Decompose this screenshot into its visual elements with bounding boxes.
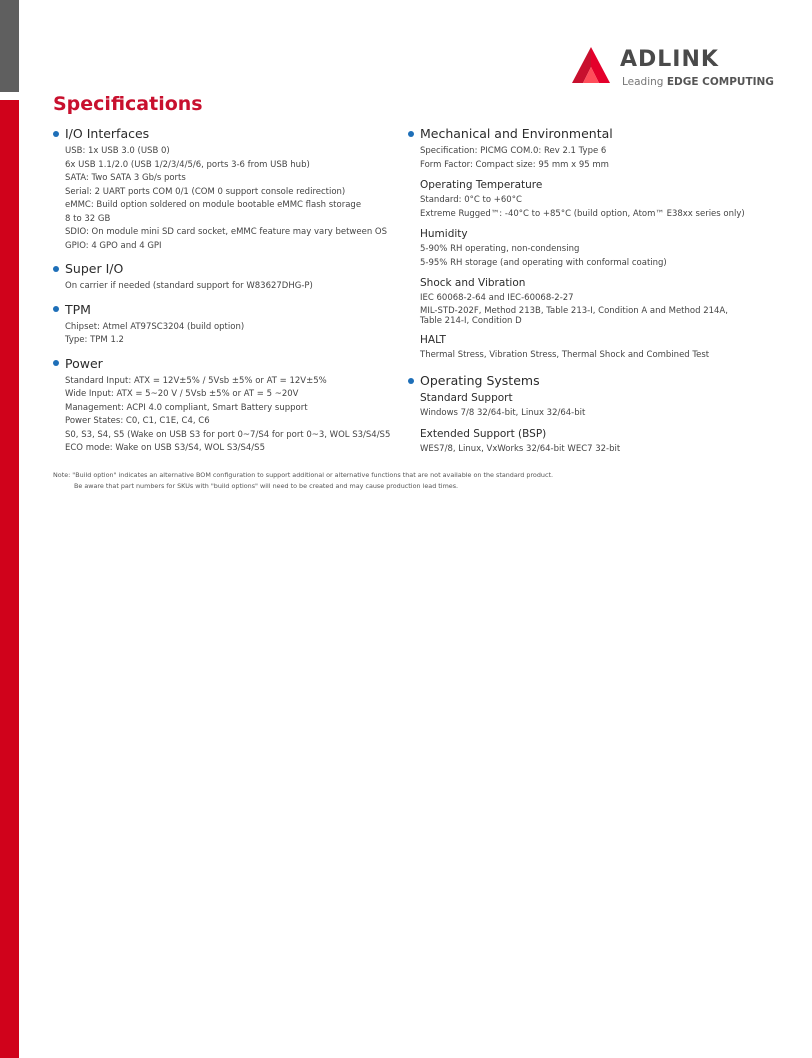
spec-line: 8 to 32 GB [65,213,111,224]
section-heading [53,125,398,142]
logo-wordmark: ADLINK [620,47,719,72]
logo-tagline [622,76,774,88]
spec-line: IEC 60068-2-64 and IEC-60068-2-27 [420,293,574,303]
spec-line: USB: 1x USB 3.0 (USB 0) [65,146,170,156]
bullet-icon [53,360,59,366]
left-column [53,123,398,456]
section-heading-text: Super I/O [65,261,124,276]
bullet-icon [53,306,59,312]
section-heading [408,125,780,142]
spec-line: SDIO: On module mini SD card socket, eMMC feature may vary between OS [65,227,387,237]
bullet-icon [53,131,59,137]
section-heading-text: TPM [65,301,91,317]
spec-line: Windows 7/8 32/64-bit, Linux 32/64-bit [420,408,586,418]
spec-line: On carrier if needed (standard support for W83627DHG-P) [65,281,313,291]
io-interfaces-section [53,125,398,253]
subsection-heading: Shock and Vibration [420,277,526,289]
spec-line: 6x USB 1.1/2.0 (USB 1/2/3/4/5/6, ports 3-6 from USB hub) [65,159,310,170]
spec-line: Standard: 0°C to +60°C [420,195,522,205]
subsection-heading: Extended Support (BSP) [420,427,547,440]
spec-line: GPIO: 4 GPO and 4 GPI [65,240,162,251]
os-section [408,372,780,456]
subsection-heading: Standard Support [420,392,513,404]
spec-line: Standard Input: ATX = 12V±5% / 5Vsb ±5% or AT = 12V±5% [65,375,327,386]
spec-line: Wide Input: ATX = 5~20 V / 5Vsb ±5% or AT = 5 ~20V [65,389,299,399]
spec-line: WES7/8, Linux, VxWorks 32/64-bit WEC7 32-bit [420,443,621,454]
spec-line: Serial: 2 UART ports COM 0/1 (COM 0 support console redirection) [65,186,346,197]
spec-line: 5-95% RH storage (and operating with conformal coating) [420,257,667,268]
side-bar-red [0,100,19,1058]
spec-line: 5-90% RH operating, non-condensing [420,244,580,254]
spec-line: Type: TPM 1.2 [65,335,124,345]
subsection-heading: Humidity [420,228,468,240]
tpm-section [53,301,398,348]
tagline-bold: EDGE COMPUTING [666,76,774,88]
spec-line: SATA: Two SATA 3 Gb/s ports [65,173,186,183]
spec-line: ECO mode: Wake on USB S3/S4, WOL S3/S4/S5 [65,443,265,453]
build-option-note [53,470,773,492]
section-heading [53,260,398,277]
spec-line: Management: ACPI 4.0 compliant, Smart Battery support [65,402,308,413]
mechanical-section [408,125,780,362]
spec-line: MIL-STD-202F, Method 213B, Table 213-I, Condition A and Method 214A, [420,305,728,316]
spec-line: Extreme Rugged™: -40°C to +85°C (build option, Atom™ E38xx series only) [420,208,745,219]
side-bar-gray [0,0,19,92]
section-heading-text: I/O Interfaces [65,126,150,141]
super-io-section [53,260,398,294]
spec-line: Power States: C0, C1, C1E, C4, C6 [65,416,210,426]
section-heading [53,355,398,372]
bullet-icon [408,378,414,384]
tagline-plain: Leading [622,76,667,88]
section-heading-text: Operating Systems [420,373,540,388]
spec-line: Form Factor: Compact size: 95 mm x 95 mm [420,159,609,170]
right-column [408,123,780,456]
adlink-triangle-icon [572,47,610,87]
note-line: Note: "Build option" indicates an alternative BOM configuration to support additional or alternative functions that are not available on the standard product. [53,471,553,479]
adlink-logo [572,47,774,93]
spec-line: Thermal Stress, Vibration Stress, Thermal Shock and Combined Test [420,349,710,360]
bullet-icon [408,131,414,137]
subsection-heading: Operating Temperature [420,179,543,191]
page-title: Specifications [53,93,203,115]
spec-line: Specification: PICMG COM.0: Rev 2.1 Type 6 [420,146,607,156]
section-heading [408,372,780,389]
note-line: Be aware that part numbers for SKUs with "build options" will need to be created and may cause production lead times. [74,482,459,490]
subsection-heading: HALT [420,333,446,346]
power-section [53,355,398,456]
spec-line: Table 214-I, Condition D [420,315,522,326]
spec-line: S0, S3, S4, S5 (Wake on USB S3 for port 0~7/S4 for port 0~3, WOL S3/S4/S5 [65,429,391,440]
section-heading [53,301,398,318]
section-heading-text: Power [65,355,103,371]
section-heading-text: Mechanical and Environmental [420,126,613,141]
bullet-icon [53,266,59,272]
spec-line: eMMC: Build option soldered on module bootable eMMC flash storage [65,200,362,210]
spec-line: Chipset: Atmel AT97SC3204 (build option) [65,321,245,332]
